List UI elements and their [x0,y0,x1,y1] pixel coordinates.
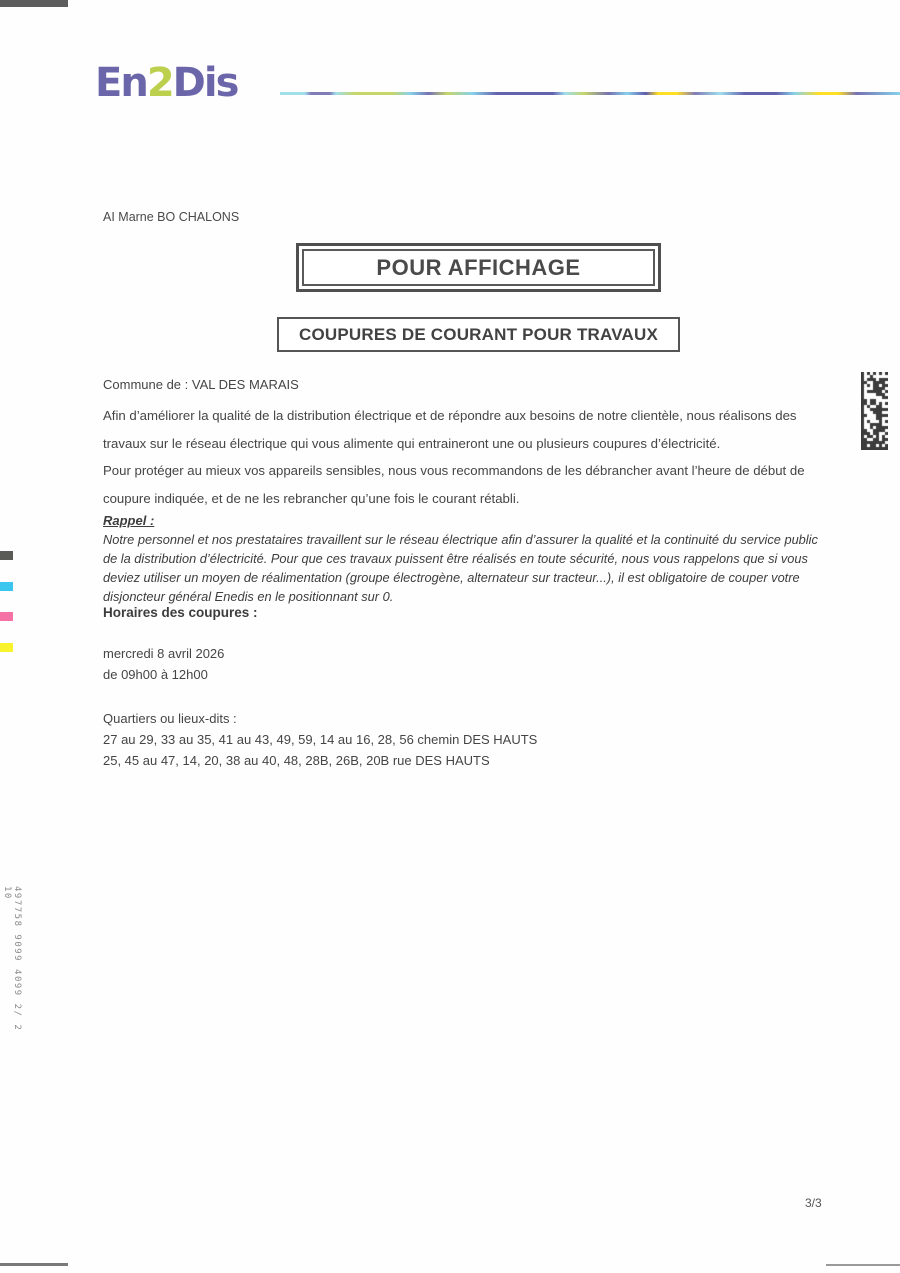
intro-paragraph: Afin d’améliorer la qualité de la distribution électrique et de répondre aux besoins de notre clientèle, nous réalisons des travaux sur le réseau électrique qui vous alimente qui entraineront une ou plusieurs coupures d’électricité. [103,408,797,451]
registration-mark [0,582,13,591]
horaires-label: Horaires des coupures : [103,605,258,620]
datamatrix-barcode-icon [861,372,888,450]
registration-mark [0,612,13,621]
logo-part1: En [95,60,147,106]
logo-part2: Dis [172,60,238,106]
rappel-label: Rappel : [103,513,155,528]
logo-accent: 2 [146,60,173,106]
quartiers-line-rue: 25, 45 au 47, 14, 20, 38 au 40, 48, 28B, 26B, 20B rue DES HAUTS [103,753,490,768]
rappel-paragraph: Notre personnel et nos prestataires travaillent sur le réseau électrique afin d’assurer la qualité et la continuité du service public de la distribution d’électricité. Pour que ces travaux puissent être réalisés en toute sécurité, nous vous rappelons que si vous deviez utiliser un moyen de réalimentation (groupe électrogène, alternateur sur tracteur...), il est obligatoire de couper votre disjoncteur général Enedis en le positionnant sur 0. [103,532,818,604]
registration-mark [0,643,13,652]
page-number: 3/3 [805,1196,822,1210]
scan-artifact-bottom-left [0,1263,68,1266]
advice-paragraph: Pour protéger au mieux vos appareils sensibles, nous vous recommandons de les débrancher avant l’heure de début de coupure indiquée, et de ne les rebrancher qu’une fois le courant rétabli. [103,463,805,506]
registration-mark [0,551,13,560]
svg-text:En2Dis [95,60,238,106]
enedis-logo [95,58,270,106]
scan-artifact-top [0,0,68,7]
pour-affichage-label: POUR AFFICHAGE [302,249,655,286]
quartiers-line-chemin: 27 au 29, 33 au 35, 41 au 43, 49, 59, 14 au 16, 28, 56 chemin DES HAUTS [103,732,538,747]
agency-line: AI Marne BO CHALONS [103,210,240,224]
coupures-banner: COUPURES DE COURANT POUR TRAVAUX [277,317,680,352]
print-reference-vertical-text: 497758 9099 4099 2/ 2 10 [2,886,22,1032]
quartiers-label: Quartiers ou lieux-dits : [103,711,237,726]
horaires-date: mercredi 8 avril 2026 [103,646,225,661]
brand-color-line [280,92,900,95]
commune-line: Commune de : VAL DES MARAIS [103,377,299,392]
enedis-logo-icon [95,58,270,106]
horaires-time: de 09h00 à 12h00 [103,667,208,682]
scan-artifact-bottom-right [826,1264,900,1266]
pour-affichage-banner [296,243,661,292]
